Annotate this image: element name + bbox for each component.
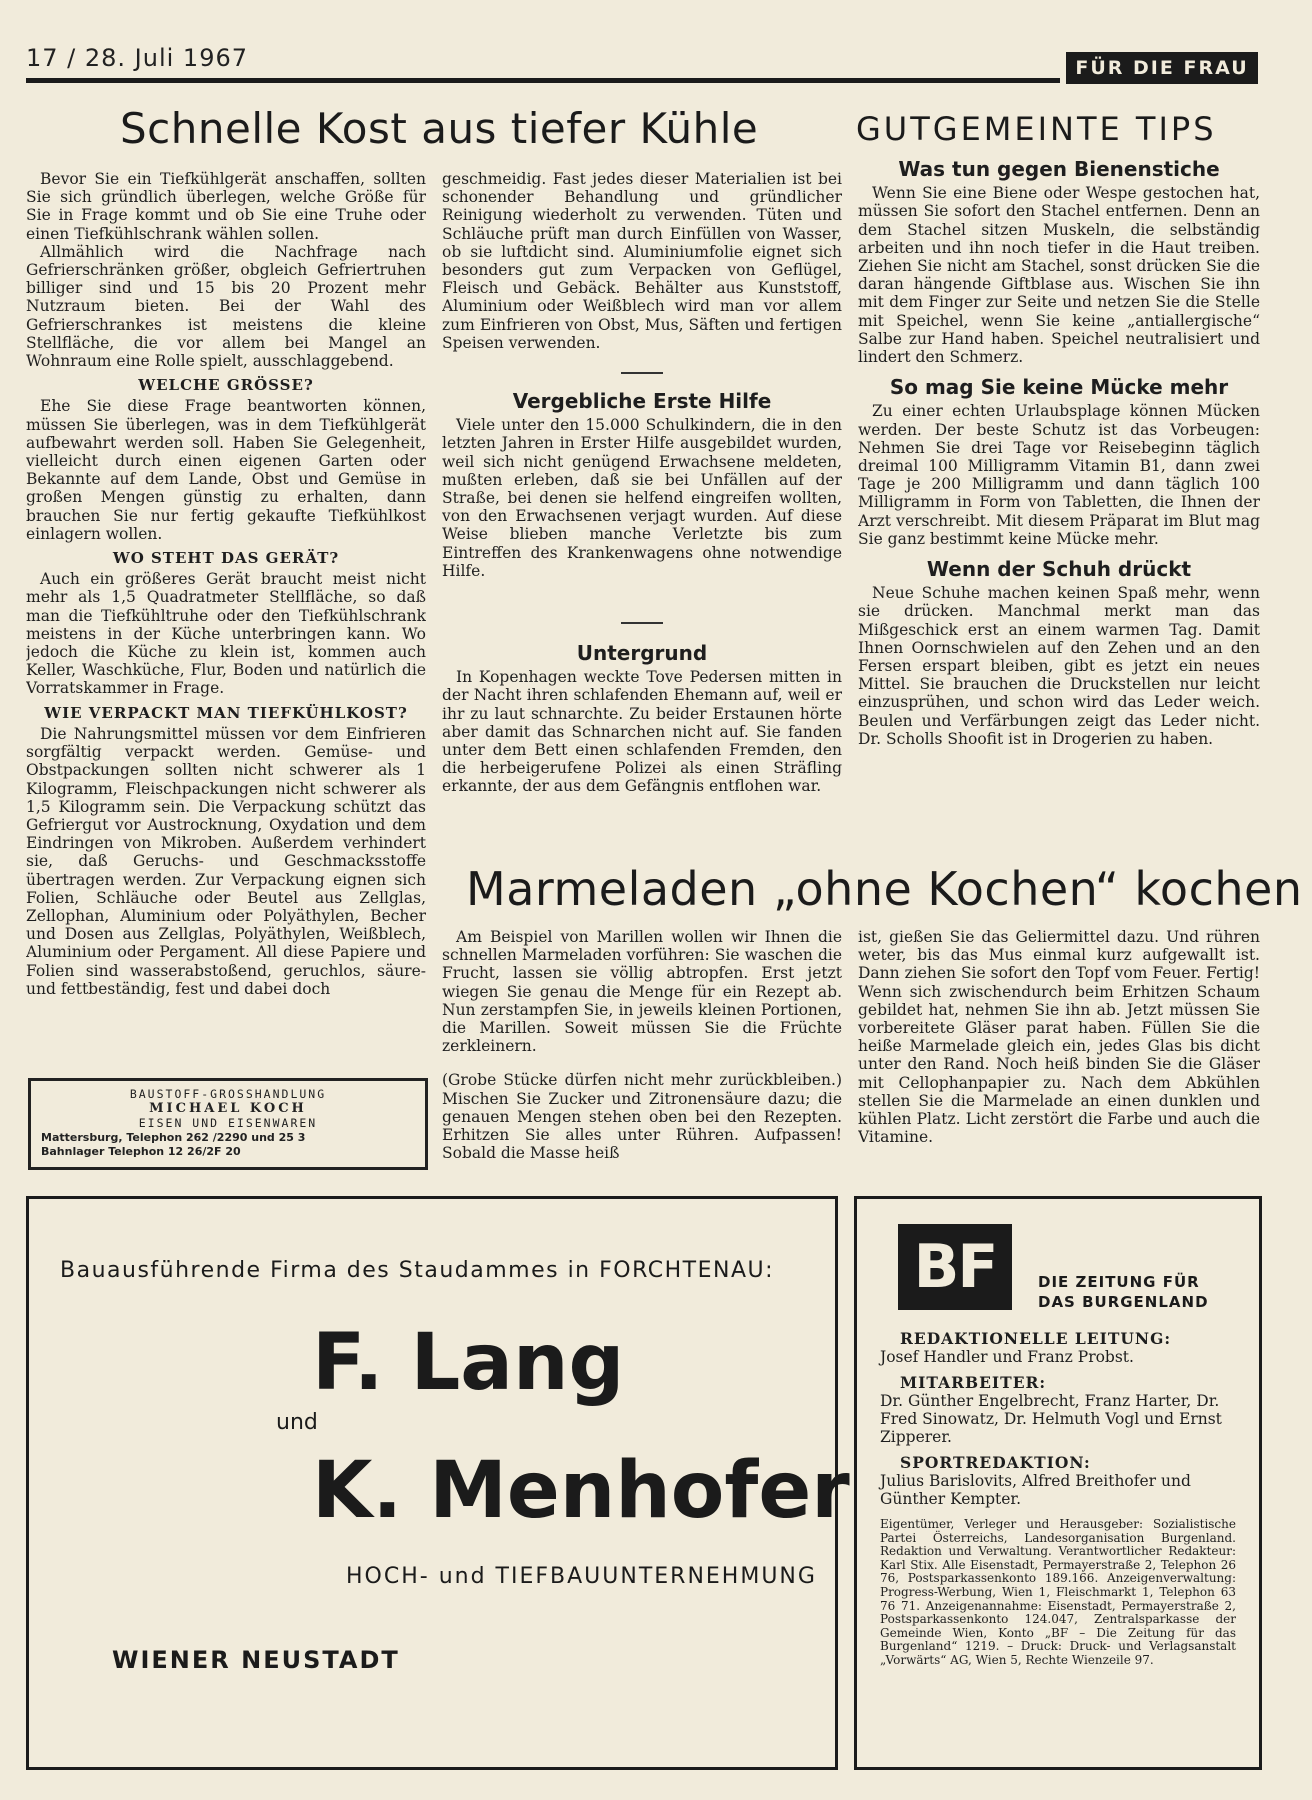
freezer-subheading: WELCHE GRÖSSE? bbox=[138, 376, 314, 395]
sports-names: Julius Barislovits, Alfred Breithofer und Günther Kempter. bbox=[880, 1472, 1191, 1508]
ad-koch-phone: Bahnlager Telephon 12 26/2F 20 bbox=[41, 1145, 241, 1158]
ad-lang-und: und bbox=[276, 1410, 318, 1435]
jam-paragraph: ist, gießen Sie das Geliermittel dazu. Und rühren weter, bis das Mus einmal kurz aufgewallt ist. Dann ziehen Sie sofort den Topf vom Feuer. Fertig! Wenn sich zwischendurch beim Erhitzen Schaum gebildet hat, nehmen Sie ihn ab. Jetzt müssen Sie vorbereitete Gläser parat haben. Füllen Sie die heiße Marmelade gleich ein, jedes Glas bis dicht unter den Rand. Noch heiß binden Sie die Gläser mit Cellophanpapier zu. Nach dem Abkühlen stellen Sie die Marmelade an einen dunklen und kühlen Platz. Licht zerstört die Farbe und auch die Vitamine. bbox=[858, 928, 1260, 1147]
staff-names: Dr. Günther Engelbrecht, Franz Harter, Dr. Fred Sinowatz, Dr. Helmuth Vogl und Ernst Zipperer. bbox=[880, 1392, 1222, 1446]
jam-paragraph: Am Beispiel von Marillen wollen wir Ihnen die schnellen Marmeladen vorführen: Sie waschen die Frucht, lassen sie völlig abtropfen. Erst jetzt wiegen Sie genau die Menge für ein Rezept ab. Nun zerstampfen Sie, in jeweils kleinen Portionen, die Marillen. Soweit müssen Sie die Früchte zerkleinern. bbox=[442, 928, 842, 1056]
freezer-paragraph: Ehe Sie diese Frage beantworten können, müssen Sie überlegen, was in dem Tiefkühlgerät aufbewahrt werden soll. Haben Sie Gelegenheit, vielleicht durch einen eigenen Garten oder Bekannte auf dem Lande, Obst und Gemüse in großen Mengen günstig zu erhalten, dann brauchen Sie nur fertig gekaufte Tiefkühlkost einlagern wollen. bbox=[26, 397, 426, 543]
editorial-label: REDAKTIONELLE LEITUNG: bbox=[900, 1329, 1172, 1348]
editorial-names: Josef Handler und Franz Probst. bbox=[880, 1348, 1134, 1366]
shoe-body: Neue Schuhe machen keinen Spaß mehr, wenn sie drücken. Manchmal merkt man das Mißgeschick erst an einem warmen Tag. Damit Ihnen Oornschwielen auf den Zehen und an den Fersen erspart bleiben, gibt es jetzt ein neues Mittel. Sie brauchen die Druckstellen nur leicht einzusprühen, und schon wird das Leder weich. Beulen und Verfärbungen zeigt das Leder nicht. Dr. Scholls Shoofit ist in Drogerien zu haben. bbox=[858, 584, 1260, 748]
headline-jam: Marmeladen „ohne Kochen“ kochen bbox=[466, 862, 1303, 916]
freezer-paragraph: Auch ein größeres Gerät braucht meist nicht mehr als 1,5 Quadratmeter Stellfläche, so daß man die Tiefkühltruhe oder den Tiefkühlschrank meistens in der Küche unterbringen kann. Wo jedoch die Küche zu klein ist, kommen auch Keller, Waschküche, Flur, Boden und natürlich die Vorratskammer in Frage. bbox=[26, 570, 426, 698]
freezer-paragraph: Allmählich wird die Nachfrage nach Gefrierschränken größer, obgleich Gefriertruhen billiger sind und 15 bis 20 Prozent mehr Nutzraum bieten. Bei der Wahl des Gefrierschrankes ist meistens die kleine Stellfläche, die vor allem bei Mangel an Wohnraum eine Rolle spielt, ausschlaggebend. bbox=[26, 242, 426, 371]
underground-title: Untergrund bbox=[576, 641, 708, 665]
ad-koch-phone: Mattersburg, Telephon 262 /2290 und 25 3 bbox=[41, 1130, 306, 1144]
freezer-column-1 bbox=[26, 170, 426, 1058]
headline-freezer: Schnelle Kost aus tiefer Kühle bbox=[120, 104, 759, 153]
bf-logo: BF bbox=[898, 1224, 1012, 1310]
ad-lang-lead: Bauausführende Firma des Staudammes in FORCHTENAU: bbox=[60, 1258, 775, 1283]
freezer-subheading: WIE VERPACKT MAN TIEFKÜHLKOST? bbox=[44, 703, 408, 722]
bf-tagline bbox=[1038, 1272, 1209, 1312]
headline-tips: GUTGEMEINTE TIPS bbox=[856, 110, 1217, 148]
bee-sting-body: Wenn Sie eine Biene oder Wespe gestochen hat, müssen Sie sofort den Stachel entfernen. Denn an dem Stachel sitzen Muskeln, die selbständig arbeiten und ihn noch tiefer in die Haut treiben. Ziehen Sie nicht am Stachel, sonst drücken Sie die daran hängende Giftblase aus. Wischen Sie ihn mit dem Finger zur Seite und netzen Sie die Stelle mit Speichel, wenn Sie keine „antiallergische“ Salbe zur Hand haben. Speichel neutralisiert und lindert den Schmerz. bbox=[858, 184, 1260, 367]
ad-koch bbox=[28, 1078, 428, 1170]
mosquito-body: Zu einer echten Urlaubsplage können Mücken werden. Der beste Schutz ist das Vorbeugen: Nehmen Sie drei Tage vor Reisebeginn täglich dreimal 100 Milligramm Vitamin B1, dann zwei Tage je 200 Milligramm und dann täglich 100 Milligramm in Form von Tabletten, die Ihnen der Arzt verschreibt. Mit diesem Präparat im Blut mag Sie ganz bestimmt keine Mücke mehr. bbox=[858, 402, 1260, 548]
underground-body: In Kopenhagen weckte Tove Pedersen mitten in der Nacht ihren schlafenden Ehemann auf, weil er ihr zu laut schnarchte. Zu beider Erstaunen hörte aber damit das Schnarchen nicht auf. Sie fanden unter dem Bett einen schlafenden Fremden, den die herbeigerufene Polizei als einen Sträfling erkannte, der aus dem Gefängnis entflohen war. bbox=[442, 668, 842, 796]
imprint-fine-print: Eigentümer, Verleger und Herausgeber: Sozialistische Partei Österreichs, Landesorganisation Burgenland. Redaktion und Verwaltung. Verantwortlicher Redakteur: Karl Stix. Alle Eisenstadt, Permayerstraße 2, Telephon 26 76, Postsparkassenkonto 189.166. Anzeigenverwaltung: Progress-Werbung, Wien 1, Fleischmarkt 1, Telephon 63 76 71. Anzeigenannahme: Eisenstadt, Permayerstraße 2, Postsparkassenkonto 124.047, Zentralsparkasse der Gemeinde Wien, Konto „BF – Die Zeitung für das Burgenland“ 1219. – Druck: Druck- und Verlagsanstalt „Vorwärts“ AG, Wien 5, Rechte Wienzeile 97. bbox=[880, 1517, 1236, 1667]
shoe-title: Wenn der Schuh drückt bbox=[926, 557, 1192, 582]
tips-column bbox=[858, 158, 1260, 838]
first-aid-article bbox=[442, 372, 842, 612]
sports-label: SPORTREDAKTION: bbox=[900, 1453, 1091, 1472]
ad-lang-city: WIENER NEUSTADT bbox=[112, 1646, 400, 1674]
ad-lang-name-lang: F. Lang bbox=[312, 1318, 625, 1408]
freezer-subheading: WO STEHT DAS GERÄT? bbox=[112, 549, 340, 568]
jam-paragraph: (Grobe Stücke dürfen nicht mehr zurückbleiben.) Mischen Sie Zucker und Zitronensäure dazu; die genauen Mengen stehen oben bei den Rezepten. Erhitzen Sie alles unter Rühren. Aufpassen! Sobald die Masse heiß bbox=[442, 1071, 842, 1163]
underground-article bbox=[442, 618, 842, 834]
freezer-paragraph: geschmeidig. Fast jedes dieser Materialien ist bei schonender Behandlung und gründlicher Reinigung wiederholt zu verwenden. Tüten und Schläuche prüft man durch Einfüllen von Wasser, ob sie luftdicht sind. Aluminiumfolie eignet sich besonders gut zum Verpacken von Geflügel, Fleisch und Gebäck. Behälter aus Kunststoff, Aluminium oder Weißblech wird man vor allem zum Einfrieren von Obst, Mus, Säften und fertigen Speisen verwenden. bbox=[442, 170, 842, 352]
jam-column-2 bbox=[858, 928, 1260, 1168]
staff-label: MITARBEITER: bbox=[900, 1373, 1047, 1392]
divider bbox=[621, 622, 663, 624]
divider bbox=[621, 372, 663, 374]
ad-koch-name: MICHAEL KOCH bbox=[149, 1100, 307, 1116]
freezer-paragraph: Bevor Sie ein Tiefkühlgerät anschaffen, sollten Sie sich gründlich überlegen, welche Größe für Sie in Frage kommt und ob Sie eine Truhe oder einen Tiefkühlschrank wählen sollen. bbox=[26, 170, 426, 243]
bf-tagline-line: DIE ZEITUNG FÜR bbox=[1038, 1273, 1200, 1291]
jam-column-1 bbox=[442, 928, 842, 1168]
ad-lang-name-menhofer: K. Menhofer bbox=[312, 1446, 850, 1536]
first-aid-body: Viele unter den 15.000 Schulkindern, die in den letzten Jahren in Erster Hilfe ausgebildet wurden, weil sich nicht genügend Erwachsene meldeten, mußten erleben, daß sie bei Unfällen auf der Straße, bei denen sie helfend eingreifen wollten, von den Erwachsenen verjagt wurden. Auf diese Weise blieben manche Verletzte bis zum Eintreffen des Krankenwagens ohne notwendige Hilfe. bbox=[442, 416, 842, 580]
first-aid-title: Vergebliche Erste Hilfe bbox=[512, 389, 772, 413]
imprint-text bbox=[880, 1330, 1236, 1668]
page-info: 17 / 28. Juli 1967 bbox=[26, 44, 249, 72]
ad-koch-line: BAUSTOFF-GROSSHANDLUNG bbox=[129, 1087, 327, 1101]
ad-lang-trade: HOCH- und TIEFBAUUNTERNEHMUNG bbox=[346, 1564, 817, 1589]
freezer-paragraph: Die Nahrungsmittel müssen vor dem Einfrieren sorgfältig verpackt werden. Gemüse- und Obstpackungen sollten nicht schwerer als 1 Kilogramm, Fleischpackungen nicht schwerer als 1,5 Kilogramm sein. Die Verpackung schützt das Gefriergut vor Austrocknung, Oxydation und dem Eindringen von Mikroben. Außerdem verhindert sie, daß Geruchs- und Geschmacksstoffe übertragen werden. Zur Verpackung eignen sich Folien, Schläuche oder Beutel aus Zellglas, Zellophan, Aluminium oder Polyäthylen, Becher und Dosen aus Zellglas, Polyäthylen, Weißblech, Aluminium oder Pergament. All diese Papiere und Folien sind wasserabstoßend, geruchlos, säure- und fettbeständig, fest und dabei doch bbox=[26, 724, 426, 998]
mosquito-title: So mag Sie keine Mücke mehr bbox=[889, 375, 1229, 400]
section-badge: FÜR DIE FRAU bbox=[1066, 52, 1258, 84]
ad-koch-line: EISEN UND EISENWAREN bbox=[138, 1116, 318, 1130]
freezer-column-2 bbox=[442, 170, 842, 360]
bf-tagline-line: DAS BURGENLAND bbox=[1038, 1293, 1209, 1311]
header-rule bbox=[26, 78, 1060, 83]
bee-sting-title: Was tun gegen Bienenstiche bbox=[898, 158, 1220, 181]
